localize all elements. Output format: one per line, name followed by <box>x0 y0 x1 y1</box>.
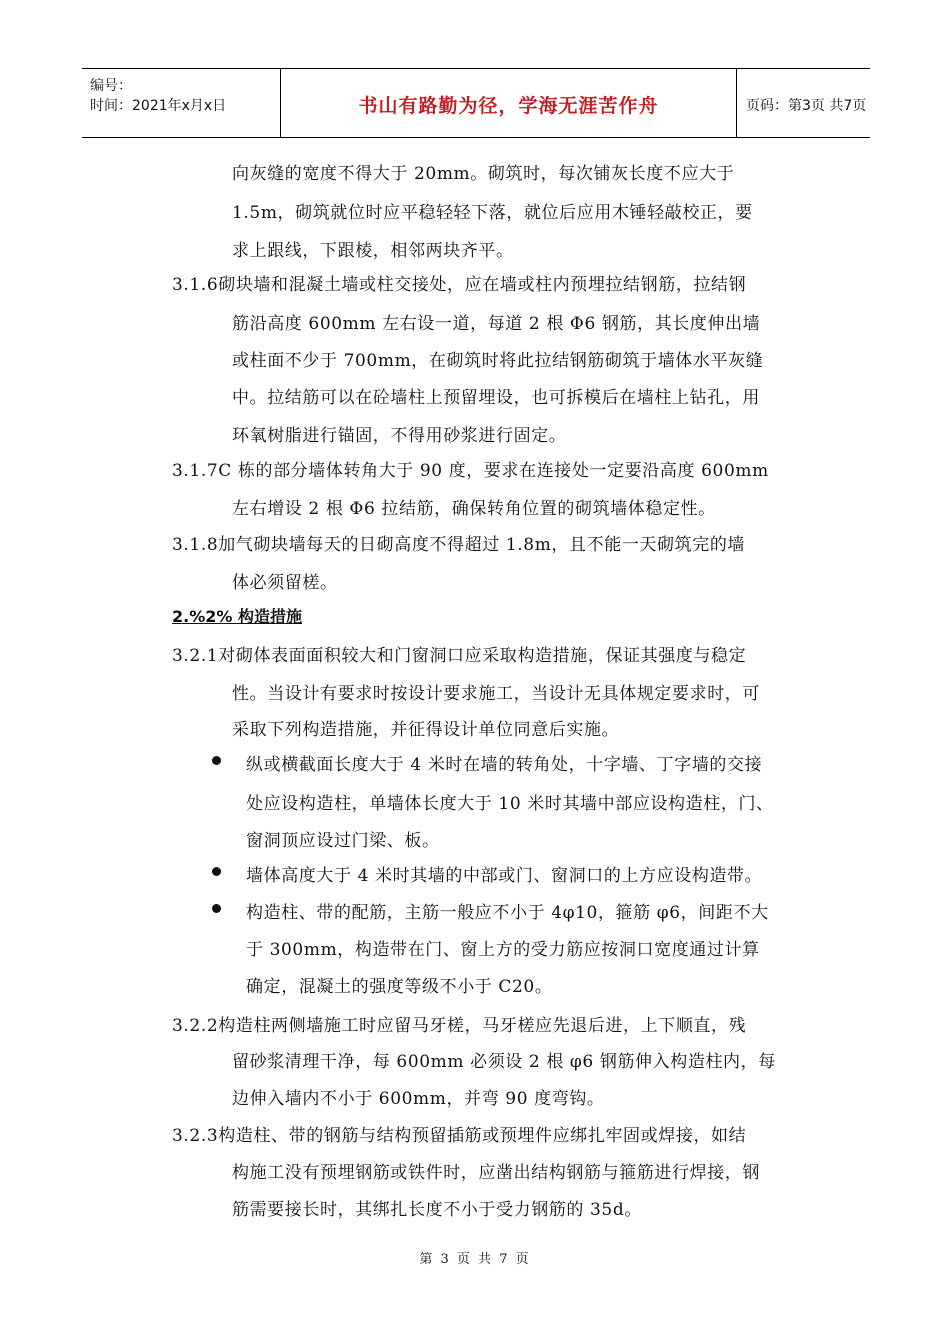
header-page-info: 页码：第3页 共7页 <box>746 98 867 114</box>
paragraph-line: 筋需要接长时，其绑扎长度不小于受力钢筋的 35d。 <box>232 1200 642 1220</box>
paragraph-line: 筋沿高度 600mm 左右设一道，每道 2 根 Φ6 钢筋，其长度伸出墙 <box>232 314 761 334</box>
clause-3-2-1: 3.2.1对砌体表面面积较大和门窗洞口应采取构造措施，保证其强度与稳定 <box>172 646 747 666</box>
paragraph-line: 采取下列构造措施，并征得设计单位同意后实施。 <box>232 720 620 740</box>
paragraph-line: 向灰缝的宽度不得大于 20mm。砌筑时，每次铺灰长度不应大于 <box>232 164 735 184</box>
paragraph-line: 或柱面不少于 700mm，在砌筑时将此拉结钢筋砌筑于墙体水平灰缝 <box>232 351 764 371</box>
paragraph-line: 构施工没有预埋钢筋或铁件时，应凿出结构钢筋与箍筋进行焊接，钢 <box>232 1163 760 1183</box>
bullet-dot <box>212 867 221 876</box>
page-header <box>82 68 870 138</box>
header-motto-cell <box>281 69 737 137</box>
paragraph-line: 中。拉结筋可以在砼墙柱上预留埋设，也可拆模后在墙柱上钻孔，用 <box>232 388 760 408</box>
bullet-line: 纵或横截面长度大于 4 米时在墙的转角处，十字墙、丁字墙的交接 <box>246 755 763 775</box>
paragraph-line: 1.5m，砌筑就位时应平稳轻轻下落，就位后应用木锤轻敲校正，要 <box>232 203 753 223</box>
bullet-dot <box>212 904 221 913</box>
doc-code-label: 编号： <box>90 78 132 94</box>
bullet-line: 墙体高度大于 4 米时其墙的中部或门、窗洞口的上方应设构造带。 <box>246 866 763 886</box>
page-footer: 第 3 页 共 7 页 <box>419 1252 531 1267</box>
bullet-line: 处应设构造柱，单墙体长度大于 10 米时其墙中部应设构造柱，门、 <box>246 794 774 814</box>
clause-3-1-6: 3.1.6砌块墙和混凝土墙或柱交接处，应在墙或柱内预埋拉结钢筋，拉结钢 <box>172 275 747 295</box>
clause-3-1-8: 3.1.8加气砌块墙每天的日砌高度不得超过 1.8m，且不能一天砌筑完的墙 <box>172 535 746 555</box>
bullet-line: 确定，混凝土的强度等级不小于 C20。 <box>246 977 553 997</box>
bullet-line: 于 300mm，构造带在门、窗上方的受力筋应按洞口宽度通过计算 <box>246 940 760 960</box>
bullet-line: 窗洞顶应设过门梁、板。 <box>246 831 440 851</box>
header-motto: 书山有路勤为径，学海无涯苦作舟 <box>358 95 659 117</box>
paragraph-line: 环氧树脂进行锚固，不得用砂浆进行固定。 <box>232 426 567 446</box>
paragraph-line: 留砂浆清理干净，每 600mm 必须设 2 根 φ6 钢筋伸入构造柱内，每 <box>232 1052 776 1072</box>
clause-3-2-2: 3.2.2构造柱两侧墙施工时应留马牙槎，马牙槎应先退后进，上下顺直，残 <box>172 1016 747 1036</box>
paragraph-line: 体必须留槎。 <box>232 573 338 593</box>
header-meta-cell <box>82 69 281 137</box>
paragraph-line: 左右增设 2 根 Φ6 拉结筋，确保转角位置的砌筑墙体稳定性。 <box>232 499 716 519</box>
paragraph-line: 性。当设计有要求时按设计要求施工，当设计无具体规定要求时，可 <box>232 684 760 704</box>
section-heading: 2.%2% 构造措施 <box>172 607 302 626</box>
bullet-dot <box>212 756 221 765</box>
doc-date-label: 时间：2021年x月x日 <box>90 98 227 114</box>
bullet-line: 构造柱、带的配筋，主筋一般应不小于 4φ10，箍筋 φ6，间距不大 <box>246 903 769 923</box>
header-page-cell <box>738 69 870 137</box>
paragraph-line: 边伸入墙内不小于 600mm，并弯 90 度弯钩。 <box>232 1089 605 1109</box>
clause-3-2-3: 3.2.3构造柱、带的钢筋与结构预留插筋或预埋件应绑扎牢固或焊接，如结 <box>172 1126 747 1146</box>
clause-3-1-7: 3.1.7C 栋的部分墙体转角大于 90 度，要求在连接处一定要沿高度 600mm <box>172 461 769 481</box>
paragraph-line: 求上跟线，下跟棱，相邻两块齐平。 <box>232 241 514 261</box>
